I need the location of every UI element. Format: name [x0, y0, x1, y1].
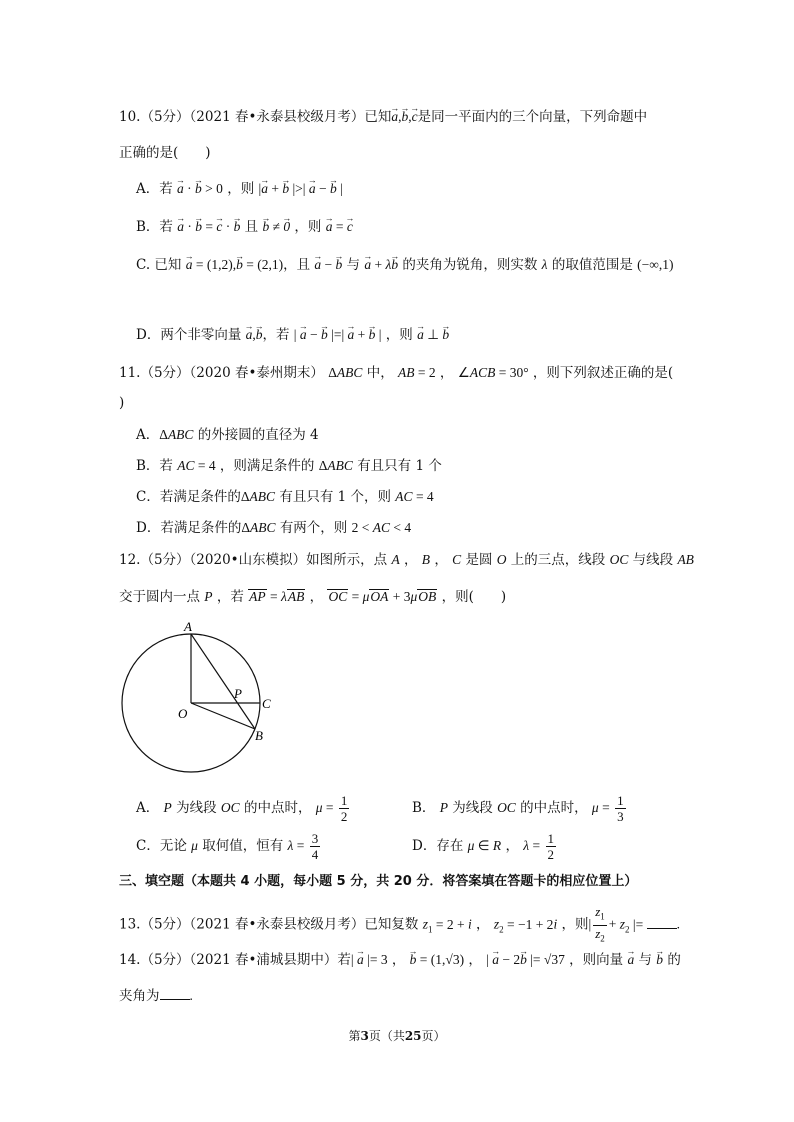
q10-stem-line2: 正确的是( ) — [119, 145, 211, 161]
q11-option-c: C．若满足条件的ΔABC 有且只有 1 个，则 AC = 4 — [136, 489, 434, 505]
q12-option-d: D．存在 μ ∈ R ， λ = $\frac{1}{2}$ — [412, 831, 554, 862]
q12-circle-figure — [115, 618, 285, 780]
label-p: P — [234, 686, 242, 701]
q11-option-a: A．ΔABC 的外接圆的直径为 4 — [136, 427, 319, 443]
label-b: B — [255, 728, 263, 743]
total-pages: 25 — [404, 1029, 422, 1043]
q12-option-b: B． P 为线段 OC 的中点时， μ = $\frac{1}{3}$ — [412, 793, 624, 824]
page-footer: 第3页（共25页） — [348, 1029, 446, 1043]
q14-answer-blank[interactable] — [160, 987, 190, 1000]
q14-stem-line2: 夹角为 . — [119, 988, 193, 1004]
q10-option-c: C. 已知 → a = (1,2),→ b = (2,1)，且 → a − → b 与 → a + λ→ b 的夹角为锐角，则实数 λ 的取值范围是 (−∞,1) — [136, 256, 673, 274]
q13-stem: 13.（5分）（2021 春•永泰县校级月考）已知复数 $z_1 = 2 + i$ ， $z_2 = -1 + 2i$ ，则| $\frac{z_1}{z_2}$ + $z_2$ |= . — [119, 904, 680, 944]
q14-stem-line1: 14.（5分）（2021 春•浦城县期中）若| → a |= 3 ， → b = (1,√3) ， | → a − 2→ b |= √37 ，则向量 → a 与 → b 的 — [119, 951, 681, 969]
segment-ob — [191, 703, 255, 729]
q12-stem-line1: 12.（5分）（2020•山东模拟）如图所示，点 A ， B ， C 是圆 O 上的三点，线段 OC 与线段 AB — [119, 552, 694, 568]
q13-answer-blank[interactable] — [647, 916, 677, 929]
q10-option-d: D．两个非零向量 → a,→ b，若 | → a − → b |=| → a + → b | ，则 → a ⊥ → b — [136, 326, 449, 344]
segment-ab — [191, 634, 255, 729]
label-a: A — [184, 619, 192, 634]
q11-stem-line1: 11.（5分）（2020 春•泰州期末） ΔABC 中， AB = 2 ， ∠ACB = 30° ，则下列叙述正确的是( — [119, 365, 674, 381]
q12-stem-line2: 交于圆内一点 P ，若 AP = λAB ， OC = μOA + 3μOB ，则( ) — [119, 589, 507, 605]
label-c: C — [262, 696, 271, 711]
q12-option-a: A． P 为线段 OC 的中点时， μ = $\frac{1}{2}$ — [136, 793, 348, 824]
page-number: 3 — [360, 1029, 369, 1043]
q10-option-b: B．若 → a · → b = → c · → b 且 → b ≠ → 0 ，则 → a = → c — [136, 218, 353, 236]
section-3-heading: 三、填空题（本题共 4 小题，每小题 5 分，共 20 分．将答案填在答题卡的相应位置上） — [119, 874, 638, 889]
q10-stem-line1: 10.（5分）（2021 春•永泰县校级月考）已知→ a,→ b,→ c是同一平面内的三个向量，下列命题中 — [119, 108, 647, 126]
q11-stem-line2: ) — [119, 395, 125, 411]
q11-option-d: D．若满足条件的ΔABC 有两个，则 2 < AC < 4 — [136, 520, 412, 536]
q11-option-b: B．若 AC = 4 ，则满足条件的 ΔABC 有且只有 1 个 — [136, 458, 442, 474]
q10-option-a: A．若 → a · → b > 0 ，则 |→ a + → b |>| → a − → b | — [136, 180, 343, 198]
label-o: O — [178, 706, 188, 721]
q12-option-c: C．无论 μ 取何值，恒有 λ = $\frac{3}{4}$ — [136, 831, 319, 862]
